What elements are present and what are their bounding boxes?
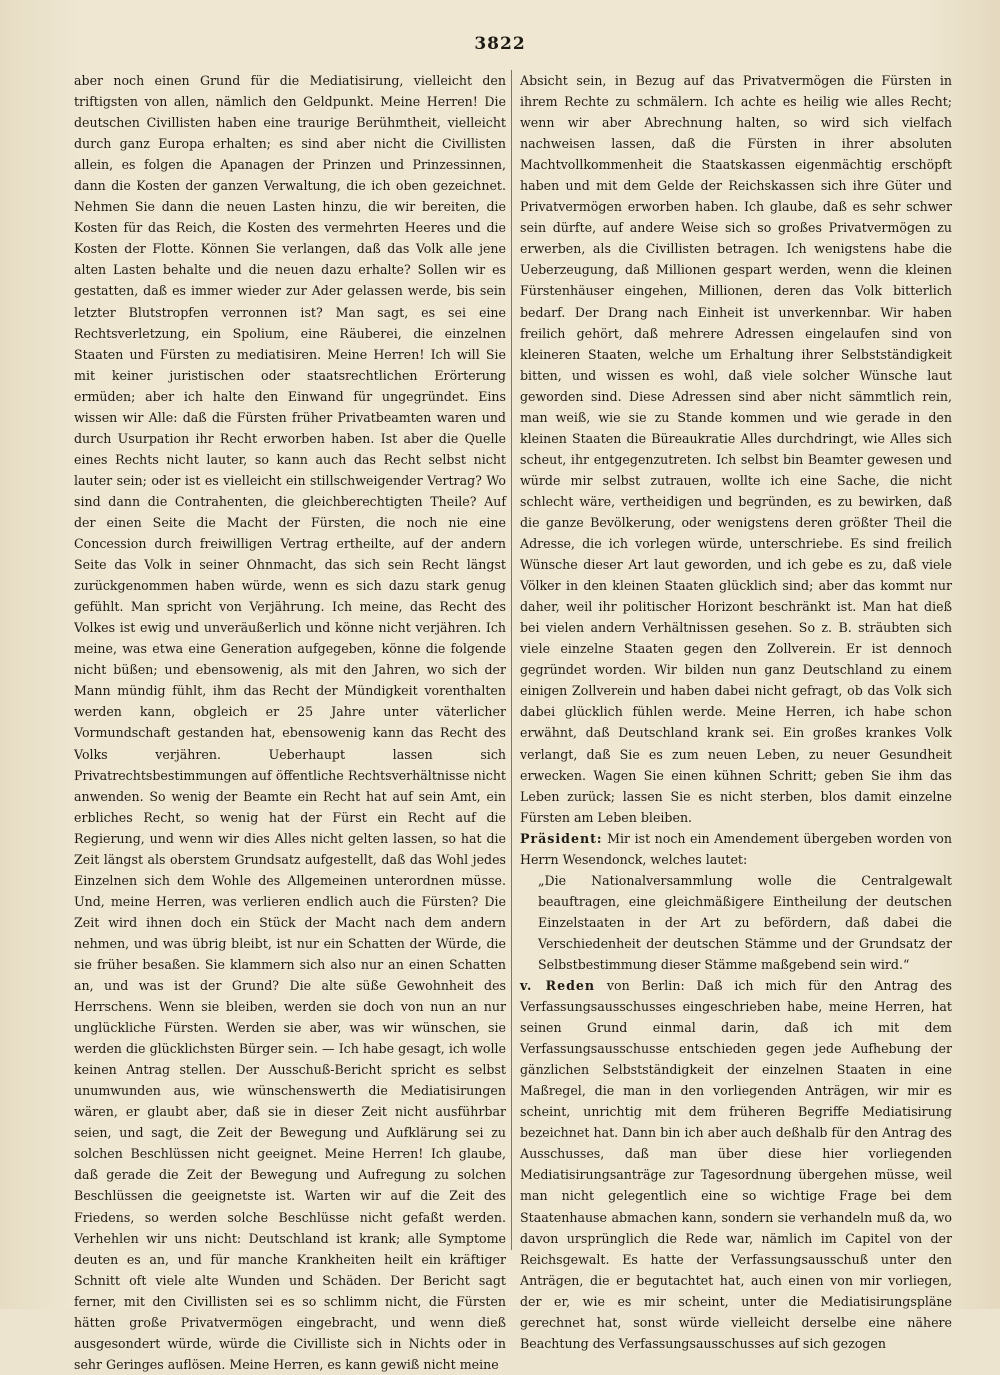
right-column bbox=[520, 70, 952, 1354]
reden-statement: von Berlin: Daß ich mich für den Antrag des Verfassungsausschusses eingeschrieben habe, meine Herren, hat seinen Grund einmal darin, daß ich mit dem Verfassungsausschusse entschieden gegen jede Aufhebung der gänzlichen Selbstständigkeit der einzelnen Staaten in eine Maßregel, die man in den vorliegenden Anträgen, wir mir es scheint, unrichtig mit dem früheren Begriffe Mediatisirung bezeichnet hat. Dann bin ich aber auch deßhalb für den Antrag des Ausschusses, daß man über diese hier vorliegenden Mediatisirungsanträge zur Tagesordnung übergehen müsse, weil man nicht gelegentlich eine so wichtige Frage bei dem Staatenhause abmachen kann, sondern sie verhandeln muß da, wo davon ursprünglich die Rede war, nämlich im Capitel von der Reichsgewalt. Es hatte der Verfassungsausschuß unter den Anträgen, die er begutachtet hat, auch einen von mir vorliegen, der er, wie es mir scheint, unter die Mediatisirungspläne gerechnet hat, sonst würde vielleicht derselbe eine nähere Beachtung des Verfassungsausschusses auf sich gezogen bbox=[520, 978, 952, 1351]
speaker-president: Präsident: bbox=[520, 830, 603, 846]
president-statement: Mir ist noch ein Amendement übergeben worden von Herrn Wesendonck, welches lautet: bbox=[520, 830, 952, 867]
reden-paragraph bbox=[520, 975, 952, 1354]
page-number: 3822 bbox=[474, 34, 526, 54]
left-column-text: aber noch einen Grund für die Mediatisirung, vielleicht den triftigsten von allen, nämlich den Geldpunkt. Meine Herren! Die deutschen Civillisten haben eine traurige Berühmtheit, vielleicht durch ganz Europa erhalten; es sind aber nicht die Civillisten allein, es folgen die Apanagen der Prinzen und Prinzessinnen, dann die Kosten der ganzen Verwaltung, die ich oben gezeichnet. Nehmen Sie dann die neuen Lasten hinzu, die wir bereiten, die Kosten für das Reich, die Kosten des vermehrten Heeres und die Kosten der Flotte. Können Sie verlangen, daß das Volk alle jene alten Lasten behalte und die neuen dazu erhalte? Sollen wir es gestatten, daß es immer wieder zur Ader gelassen werde, bis sein letzter Blutstropfen verronnen ist? Man sagt, es sei eine Rechtsverletzung, ein Spolium, eine Räuberei, die einzelnen Staaten und Fürsten zu mediatisiren. Meine Herren! Ich will Sie mit keiner juristischen oder staatsrechtlichen Erörterung ermüden; aber ich halte den Einwand für ungegründet. Eins wissen wir Alle: daß die Fürsten früher Privatbeamten waren und durch Usurpation ihr Recht erworben haben. Ist aber die Quelle eines Rechts nicht lauter, so kann auch das Recht selbst nicht lauter sein; oder ist es vielleicht ein stillschweigender Vertrag? Wo sind dann die Contrahenten, die gleichberechtigten Theile? Auf der einen Seite die Macht der Fürsten, die noch nie eine Concession durch freiwilligen Vertrag ertheilte, auf der andern Seite das Volk in seiner Ohnmacht, das sich sein Recht längst zurückgenommen haben würde, wenn es sich dazu stark genug gefühlt. Man spricht von Verjährung. Ich meine, das Recht des Volkes ist ewig und unveräußerlich und könne nicht verjähren. Ich meine, was etwa eine Generation aufgegeben, könne die folgende nicht büßen; und ebensowenig, als mit den Jahren, wo sich der Mann mündig fühlt, ihm das Recht der Mündigkeit vorenthalten werden kann, obgleich er 25 Jahre unter väterlicher Vormundschaft gestanden hat, ebensowenig kann das Recht des Volks verjähren. Ueberhaupt lassen sich Privatrechtsbestimmungen auf öffentliche Rechtsverhältnisse nicht anwenden. So wenig der Beamte ein Recht hat auf sein Amt, ein erbliches Recht, so wenig hat der Fürst ein Recht auf die Regierung, und wenn wir dies Alles nicht gelten lassen, so hat die Zeit längst als oberstem Grundsatz aufgestellt, daß das Wohl jedes Einzelnen sich dem Wohle des Allgemeinen unterordnen müsse. Und, meine Herren, was verlieren endlich auch die Fürsten? Die Zeit wird ihnen doch ein Stück der Macht nach dem andern nehmen, und was übrig bleibt, ist nur ein Schatten der Würde, die sie früher besaßen. Sie klammern sich also nur an einen Schatten an, und was ist der Grund? Die alte süße Gewohnheit des Herrschens. Wenn sie bleiben, werden sie doch von nun an nur unglückliche Fürsten. Werden sie aber, was wir wünschen, sie werden die glücklichsten Bürger sein. — Ich habe gesagt, ich wolle keinen Antrag stellen. Der Ausschuß-Bericht spricht es selbst unumwunden aus, wie wünschenswerth die Mediatisirungen wären, er glaubt aber, daß sie in dieser Zeit nicht ausführbar seien, und sagt, die Zeit der Bewegung und Aufklärung sei zu solchen Beschlüssen nicht geeignet. Meine Herren! Ich glaube, daß gerade die Zeit der Bewegung und Aufregung zu solchen Beschlüssen die geeignetste ist. Warten wir auf die Zeit des Friedens, so werden solche Beschlüsse nicht gefaßt werden. Verhehlen wir uns nicht: Deutschland ist krank; alle Symptome deuten es an, und für manche Krankheiten heilt ein kräftiger Schnitt oft viele alte Wunden und Schäden. Der Bericht sagt ferner, mit den Civillisten sei es so schlimm nicht, die Fürsten hätten große Privatvermögen eingebracht, und wenn dieß ausgesondert würde, würde die Civilliste sich in Nichts oder in sehr Geringes auflösen. Meine Herren, es kann gewiß nicht meine bbox=[74, 73, 506, 1372]
column-divider bbox=[511, 70, 512, 1250]
left-column bbox=[74, 70, 506, 1375]
speaker-reden: v. Reden bbox=[520, 978, 596, 994]
president-paragraph bbox=[520, 828, 952, 870]
right-column-paragraph: Absicht sein, in Bezug auf das Privatvermögen die Fürsten in ihrem Rechte zu schmälern. Ich achte es heilig wie alles Recht; wenn wir aber Abrechnung halten, so wird sich vielfach nachweisen lassen, daß die Fürsten in ihrer absoluten Machtvollkommenheit die Staatskassen eigenmächtig erschöpft haben und mit dem Gelde der Reichskassen sich ihre Güter und Privatvermögen erworben haben. Ich glaube, daß es sehr schwer sein dürfte, auf andere Weise sich so großes Privatvermögen zu erwerben, als die Civillisten betragen. Ich wenigstens habe die Ueberzeugung, daß Millionen gespart werden, wenn die kleinen Fürstenhäuser eingehen, Millionen, deren das Volk bitterlich bedarf. Der Drang nach Einheit ist unverkennbar. Wir haben freilich gehört, daß mehrere Adressen eingelaufen sind von kleineren Staaten, welche um Erhaltung ihrer Selbstständigkeit bitten, und wissen es wohl, daß viele solcher Wünsche laut geworden sind. Diese Adressen sind aber nicht sämmtlich rein, man weiß, wie sie zu Stande kommen und wie gerade in den kleinen Staaten die Büreaukratie Alles durchdringt, wie Alles sich scheut, ihr entgegenzutreten. Ich selbst bin Beamter gewesen und würde mir selbst zutrauen, wollte ich eine Sache, die nicht schlecht wäre, vertheidigen und begründen, es zu bewirken, daß die ganze Bevölkerung, oder wenigstens deren größter Theil die Adresse, die ich vorlegen würde, unterschriebe. Es sind freilich Wünsche dieser Art laut geworden, und ich gebe es zu, daß viele Völker in den kleinen Staaten glücklich sind; aber das kommt nur daher, weil ihr politischer Horizont beschränkt ist. Man hat dieß bei vielen andern Verhältnissen gesehen. So z. B. sträubten sich viele einzelne Staaten gegen den Zollverein. Er ist dennoch gegründet worden. Wir bilden nun ganz Deutschland zu einem einigen Zollverein und haben dabei nicht gefragt, ob das Volk sich dabei glücklich fühlen werde. Meine Herren, ich habe schon erwähnt, daß Deutschland krank sei. Ein großes krankes Volk verlangt, daß Sie es zum neuen Leben, zu neuer Gesundheit erwecken. Wagen Sie einen kühnen Schritt; geben Sie ihm das Leben zurück; lassen Sie es nicht sterben, blos damit einzelne Fürsten am Leben bleiben. bbox=[520, 73, 952, 825]
amendment-quote: „Die Nationalversammlung wolle die Centralgewalt beauftragen, eine gleichmäßigere Eintheilung der deutschen Einzelstaaten in der Art zu befördern, daß dabei die Verschiedenheit der deutschen Stämme und der Grundsatz der Selbstbestimmung dieser Stämme maßgebend sein wird.“ bbox=[538, 872, 952, 972]
